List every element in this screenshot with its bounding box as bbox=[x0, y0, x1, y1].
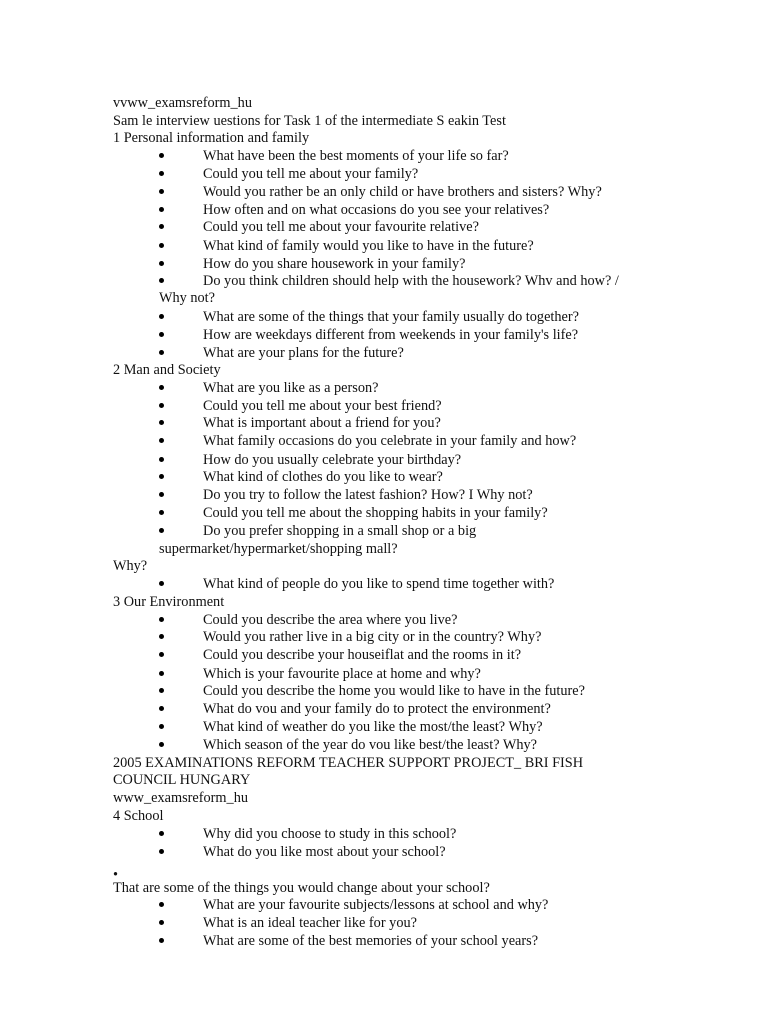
list-item-text: Why did you choose to study in this school? bbox=[203, 826, 457, 842]
bullet-icon bbox=[159, 314, 164, 319]
bullet-icon bbox=[159, 831, 164, 836]
document-title: Sam le interview uestions for Task 1 of the intermediate S eakin Test bbox=[113, 113, 506, 129]
bullet-icon bbox=[159, 617, 164, 622]
list-item-text: Could you describe the area where you live? bbox=[203, 612, 458, 628]
bullet-icon bbox=[159, 688, 164, 693]
bullet-icon bbox=[159, 938, 164, 943]
bullet-icon bbox=[159, 261, 164, 266]
bullet-icon bbox=[159, 724, 164, 729]
bullet-icon bbox=[159, 332, 164, 337]
bullet-icon bbox=[159, 634, 164, 639]
list-item-text: What are your favourite subjects/lessons at school and why? bbox=[203, 897, 549, 913]
bullet-icon bbox=[159, 474, 164, 479]
list-item-text: Could you tell me about your best friend? bbox=[203, 398, 442, 414]
section-heading: 1 Personal information and family bbox=[113, 130, 310, 146]
list-item-text: What kind of family would you like to have in the future? bbox=[203, 238, 534, 254]
list-item-text: Do you try to follow the latest fashion? How? I Why not? bbox=[203, 487, 533, 503]
bullet-icon bbox=[159, 385, 164, 390]
list-item-text: What kind of clothes do you like to wear? bbox=[203, 469, 443, 485]
list-item-text: Which season of the year do vou like best/the least? Why? bbox=[203, 737, 538, 753]
bullet-icon bbox=[159, 224, 164, 229]
bullet-icon bbox=[159, 438, 164, 443]
bullet-icon bbox=[159, 207, 164, 212]
list-item-text: Could you describe the home you would like to have in the future? bbox=[203, 683, 585, 699]
bullet-icon bbox=[159, 742, 164, 747]
bullet-icon bbox=[159, 350, 164, 355]
list-item-text: Could you tell me about your favourite relative? bbox=[203, 219, 479, 235]
header-url: www_examsreform_hu bbox=[113, 790, 248, 806]
section-heading: 3 Our Environment bbox=[113, 594, 225, 610]
bullet-icon bbox=[159, 153, 164, 158]
list-item-text: What is important about a friend for you? bbox=[203, 415, 441, 431]
bullet-icon bbox=[159, 492, 164, 497]
bullet-icon bbox=[159, 403, 164, 408]
list-item-text: Do you think children should help with the housework? Whv and how? / bbox=[203, 273, 619, 289]
bullet-icon bbox=[159, 581, 164, 586]
list-item-text: Which is your favourite place at home and why? bbox=[203, 666, 481, 682]
list-item-text: What are some of the things that your family usually do together? bbox=[203, 309, 579, 325]
bullet-icon bbox=[159, 671, 164, 676]
bullet-icon bbox=[159, 243, 164, 248]
list-item-text: What family occasions do you celebrate in your family and how? bbox=[203, 433, 577, 449]
bullet-icon bbox=[159, 457, 164, 462]
list-item-text: How are weekdays different from weekends in your family's life? bbox=[203, 327, 579, 343]
list-item-continuation: supermarket/hypermarket/shopping mall? bbox=[159, 541, 398, 557]
bullet-icon bbox=[159, 171, 164, 176]
list-item-text: Do you prefer shopping in a small shop or a big bbox=[203, 523, 477, 539]
section-heading: 4 School bbox=[113, 808, 164, 824]
list-item-text: What are your plans for the future? bbox=[203, 345, 404, 361]
list-item-text: What do vou and your family do to protect the environment? bbox=[203, 701, 551, 717]
header-url: vvww_examsreform_hu bbox=[113, 95, 252, 111]
list-item-text: Would you rather live in a big city or in the country? Why? bbox=[203, 629, 542, 645]
footer-line: 2005 EXAMINATIONS REFORM TEACHER SUPPORT PROJECT_ BRI FISH bbox=[113, 755, 584, 771]
bullet-icon bbox=[159, 652, 164, 657]
orphan-line: That are some of the things you would change about your school? bbox=[113, 880, 490, 896]
bullet-icon bbox=[159, 706, 164, 711]
list-item-text: Could you tell me about the shopping habits in your family? bbox=[203, 505, 548, 521]
lone-bullet: • bbox=[113, 867, 119, 883]
list-item-continuation: Why not? bbox=[159, 290, 215, 306]
section-heading: 2 Man and Society bbox=[113, 362, 221, 378]
list-item-text: What kind of weather do you like the most/the least? Why? bbox=[203, 719, 543, 735]
bullet-icon bbox=[159, 920, 164, 925]
bullet-icon bbox=[159, 278, 164, 283]
list-item-text: What are some of the best memories of your school years? bbox=[203, 933, 539, 949]
list-item-text: What is an ideal teacher like for you? bbox=[203, 915, 417, 931]
list-item-text: What have been the best moments of your life so far? bbox=[203, 148, 509, 164]
bullet-icon bbox=[159, 902, 164, 907]
list-item-continuation: Why? bbox=[113, 558, 148, 574]
footer-line: COUNCIL HUNGARY bbox=[113, 772, 251, 788]
bullet-icon bbox=[159, 528, 164, 533]
bullet-icon bbox=[159, 510, 164, 515]
list-item-text: Could you tell me about your family? bbox=[203, 166, 419, 182]
list-item-text: How do you share housework in your family? bbox=[203, 256, 466, 272]
list-item-text: What are you like as a person? bbox=[203, 380, 379, 396]
list-item-text: How often and on what occasions do you see your relatives? bbox=[203, 202, 550, 218]
bullet-icon bbox=[159, 849, 164, 854]
bullet-icon bbox=[159, 189, 164, 194]
list-item-text: What do you like most about your school? bbox=[203, 844, 446, 860]
list-item-text: Would you rather be an only child or have brothers and sisters? Why? bbox=[203, 184, 602, 200]
list-item-text: Could you describe your houseiflat and the rooms in it? bbox=[203, 647, 522, 663]
list-item-text: How do you usually celebrate your birthday? bbox=[203, 452, 462, 468]
list-item-text: What kind of people do you like to spend time together with? bbox=[203, 576, 555, 592]
bullet-icon bbox=[159, 420, 164, 425]
